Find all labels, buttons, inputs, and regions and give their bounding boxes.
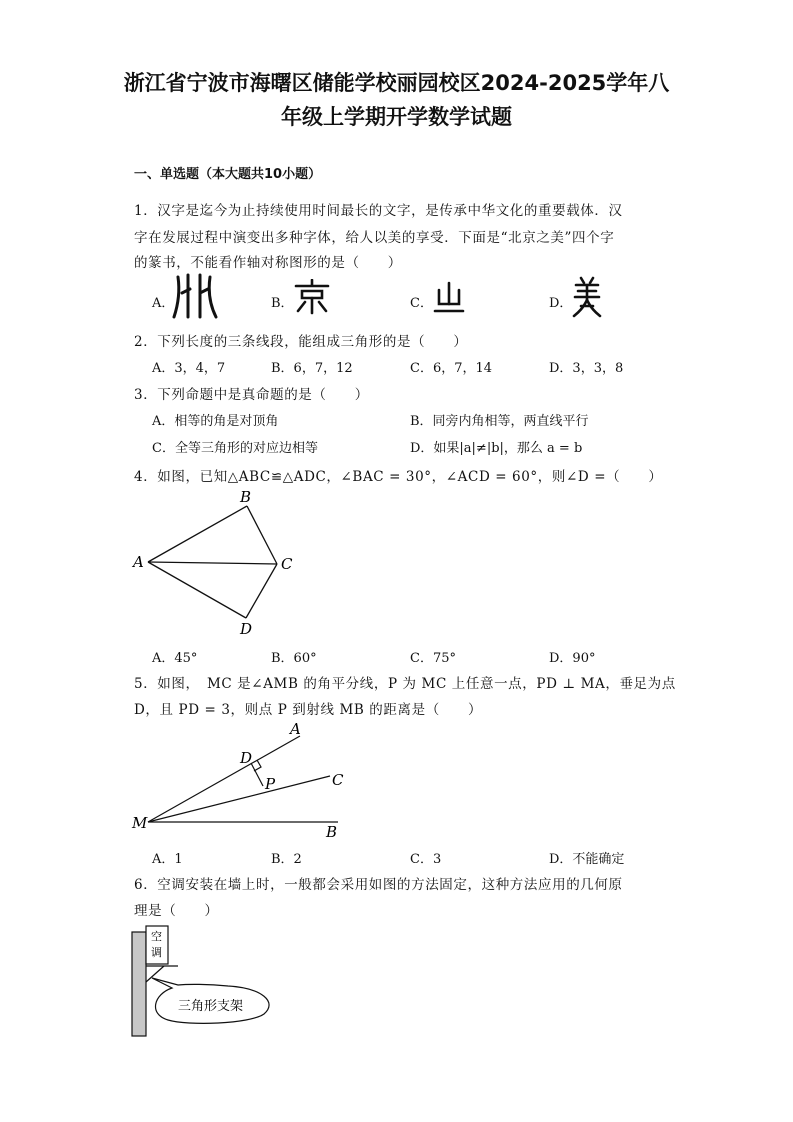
q2-option-c: C．6，7，14 — [410, 361, 493, 376]
q5-label-c: C — [332, 771, 344, 789]
q2-option-d: D．3，3，8 — [549, 361, 624, 376]
q6-line-1: 6．空调安装在墙上时，一般都会采用如图的方法固定，这种方法应用的几何原 — [134, 877, 623, 893]
q5-line-2: D，且 PD = 3，则点 P 到射线 MB 的距离是（ ） — [134, 702, 483, 718]
seal-script-mei-glyph — [571, 276, 603, 318]
q3-option-b: B．同旁内角相等，两直线平行 — [410, 414, 589, 429]
q4-label-d: D — [240, 620, 253, 638]
q1-line-1: 1．汉字是迄今为止持续使用时间最长的文字，是传承中华文化的重要载体．汉 — [134, 203, 623, 219]
q5-label-m: M — [132, 814, 148, 832]
seal-script-jing-glyph — [293, 279, 331, 315]
q4-stem: 4．如图，已知△ABC≌△ADC，∠BAC = 30°，∠ACD = 60°，则∠D =（ ） — [134, 469, 663, 485]
q5-option-d: D．不能确定 — [549, 852, 625, 867]
q5-option-a: A．1 — [152, 852, 183, 867]
q1-option-a-label: A． — [152, 296, 175, 311]
seal-script-zhi-glyph — [432, 280, 466, 314]
q6-air-conditioner-bracket-figure — [128, 922, 288, 1042]
title-line-1: 浙江省宁波市海曙区储能学校丽园校区2024-2025学年八 — [123, 71, 670, 95]
q3-option-c: C．全等三角形的对应边相等 — [152, 441, 318, 456]
exam-title — [60, 66, 733, 134]
q3-stem: 3．下列命题中是真命题的是（ ） — [134, 387, 369, 403]
q1-option-d-label: D． — [549, 296, 573, 311]
q4-label-b: B — [240, 488, 252, 506]
q4-label-c: C — [281, 555, 293, 573]
q4-option-d: D．90° — [549, 651, 596, 666]
q1-option-c-label: C． — [410, 296, 433, 311]
q5-label-d: D — [240, 749, 253, 767]
q2-stem: 2．下列长度的三条线段，能组成三角形的是（ ） — [134, 334, 468, 350]
q6-box-char-2: 调 — [151, 946, 162, 959]
q1-option-b-label: B． — [271, 296, 294, 311]
q5-label-a: A — [290, 720, 301, 738]
q5-option-b: B．2 — [271, 852, 302, 867]
q4-option-c: C．75° — [410, 651, 456, 666]
q4-label-a: A — [133, 553, 144, 571]
q6-box-char-1: 空 — [151, 930, 162, 943]
q6-line-2: 理是（ ） — [134, 903, 219, 919]
section-heading: 一、单选题（本大题共10小题） — [134, 167, 322, 182]
q4-quadrilateral-figure — [130, 488, 300, 638]
seal-script-bei-glyph — [172, 273, 218, 321]
q5-label-p: P — [265, 775, 276, 793]
q3-option-a: A．相等的角是对顶角 — [152, 414, 279, 429]
q5-label-b: B — [326, 823, 338, 841]
title-line-2: 年级上学期开学数学试题 — [281, 105, 512, 129]
q4-option-b: B．60° — [271, 651, 317, 666]
q6-bubble-label: 三角形支架 — [178, 999, 244, 1014]
q2-option-b: B．6，7，12 — [271, 361, 353, 376]
q3-option-d: D．如果|a|≠|b|，那么 a = b — [410, 441, 583, 456]
q5-option-c: C．3 — [410, 852, 442, 867]
q2-option-a: A．3，4，7 — [152, 361, 226, 376]
q5-angle-bisector-figure — [130, 718, 360, 842]
q5-line-1: 5．如图， MC 是∠AMB 的角平分线，P 为 MC 上任意一点，PD ⊥ MA，垂足为点 — [134, 676, 676, 692]
q1-line-3: 的篆书，不能看作轴对称图形的是（ ） — [134, 255, 402, 271]
q1-line-2: 字在发展过程中演变出多种字体，给人以美的享受．下面是“北京之美”四个字 — [134, 230, 615, 246]
q4-option-a: A．45° — [152, 651, 198, 666]
